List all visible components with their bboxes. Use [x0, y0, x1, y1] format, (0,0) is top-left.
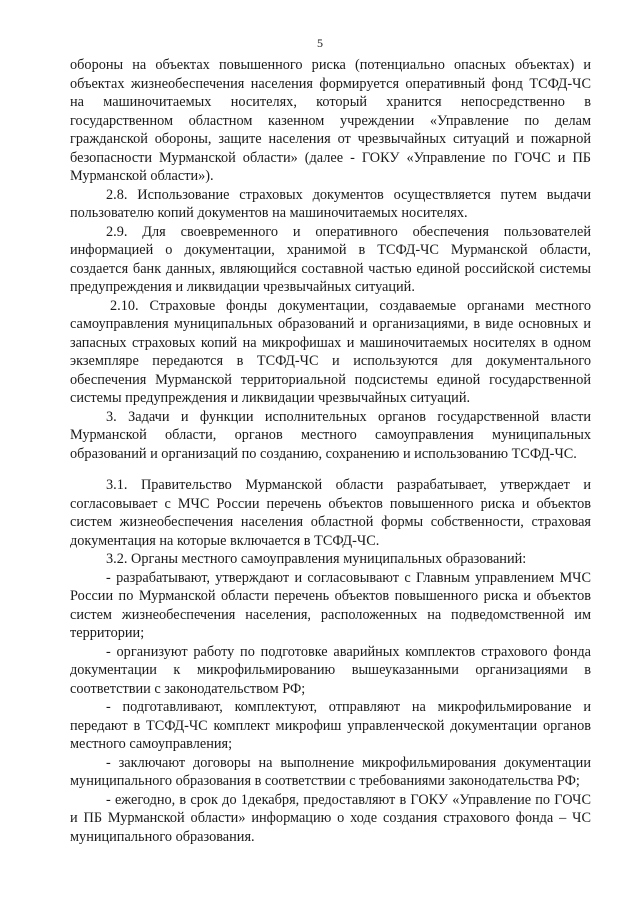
paragraph-continuation: обороны на объектах повышенного риска (потенциально опасных объектах) и объектах жизнеобеспечения населения формируется оперативный фонд ТСФД-ЧС на машиночитаемых носителях, который хранится непосредственно в государственном областном казенном учреждении «Управление по делам гражданской обороны, защите населения от чрезвычайных ситуаций и пожарной безопасности Мурманской области» (далее - ГОКУ «Управление по ГОЧС и ПБ Мурманской области»). — [70, 57, 591, 184]
list-item-organize-work: - организуют работу по подготовке аварийных комплектов страхового фонда документации к микрофильмированию вышеуказанными организациями в соответствии с законодательством РФ; — [70, 643, 591, 697]
paragraph-3-2: 3.2. Органы местного самоуправления муниципальных образований: — [106, 551, 527, 567]
list-item-prepare-microfiche: - подготавливают, комплектуют, отправляют на микрофильмирование и передают в ТСФД-ЧС комплект микрофиш управленческой документации органов местного самоуправления; — [70, 699, 591, 752]
paragraph-3-1: 3.1. Правительство Мурманской области разрабатывает, утверждает и согласовывает с МЧС России перечень объектов повышенного риска и объектов систем жизнеобеспечения населения областной формы собственности, страховая документация на которые включается в ТСФД-ЧС. — [70, 477, 591, 549]
list-item-develop-lists: - разрабатывают, утверждают и согласовывают с Главным управлением МЧС России по Мурманской области перечень объектов повышенного риска и объектов систем жизнеобеспечения населения, расположенных на подведомственной им территории; — [70, 569, 591, 641]
list-item-contracts: - заключают договоры на выполнение микрофильмирования документации муниципального образования в соответствии с требованиями законодательства РФ; — [70, 754, 591, 789]
section-3-heading: 3. Задачи и функции исполнительных органов государственной власти Мурманской области, органов местного самоуправления муниципальных образований и организаций по созданию, сохранению и использованию ТСФД-ЧС. — [70, 408, 591, 462]
paragraph-2-8: 2.8. Использование страховых документов осуществляется путем выдачи пользователю копий документов на машиночитаемых носителях. — [70, 186, 591, 221]
page-number: 5 — [317, 36, 323, 50]
paragraph-2-10: 2.10. Страховые фонды документации, создаваемые органами местного самоуправления муниципальных образований и организациями, в виде основных и запасных страховых копий на микрофишах и машиночитаемых носителях в одном экземпляре передаются в ТСФД-ЧС и используются для документального обеспечения Мурманской территориальной подсистемы единой государственной системы предупреждения и ликвидации чрезвычайных ситуаций. — [70, 297, 591, 406]
document-body — [70, 56, 591, 846]
paragraph-2-9: 2.9. Для своевременного и оперативного обеспечения пользователей информацией о документации, хранимой в ТСФД-ЧС Мурманской области, создается банк данных, являющийся составной частью единой российской системы предупреждения и ликвидации чрезвычайных ситуаций. — [70, 223, 591, 295]
list-item-annual-report: - ежегодно, в срок до 1декабря, предоставляют в ГОКУ «Управление по ГОЧС и ПБ Мурманской области» информацию о ходе создания страхового фонда – ЧС муниципального образования. — [70, 791, 591, 845]
